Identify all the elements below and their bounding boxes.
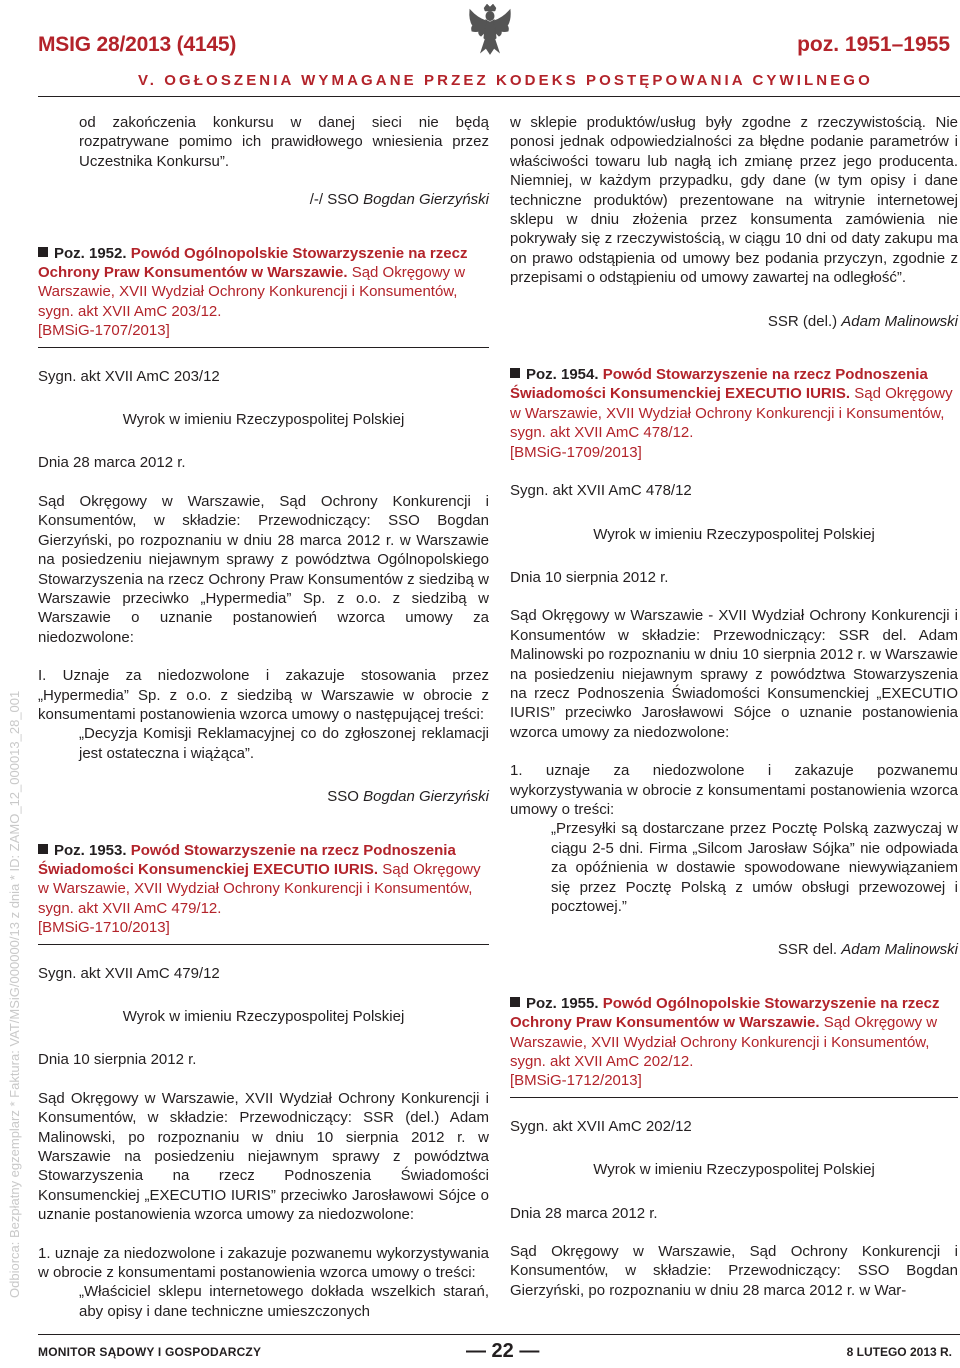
judgment-date: Dnia 10 sierpnia 2012 r. <box>38 1051 197 1069</box>
judgment-body: Sąd Okręgowy w Warszawie, XVII Wydział Ochrony Konkurencji i Konsumentów, w składzie: Przewodniczący: SSR (del.) Adam Malinowski, po rozpoznaniu w dniu 10 sierpnia 2012 r. w Warszawie na posiedzeniu niejawnym sprawy z powództwa Stowarzyszenia na rzecz Podnoszenia Świadomości Konsumenckiej „EXECUTIO IURIS” przeciwko Jarosławowi Sójce o uznanie postanowienia wzorca umowy za niedozwolone: <box>38 1089 489 1224</box>
signature-title: SSO <box>327 788 364 806</box>
signature <box>510 940 958 959</box>
case-signature: Sygn. akt XVII AmC 202/12 <box>510 1117 692 1135</box>
ruling-item: I. Uznaje za niedozwolone i zakazuje stosowania przez „Hypermedia” Sp. z o.o. z siedzibą w Warszawie w obrocie z konsumentami postanowienia wzorca umowy o następującej treści: <box>38 667 489 723</box>
clause-quote: „Przesyłki są dostarczane przez Pocztę Polską zazwyczaj w ciągu 2-5 dni. Firma „Silcom Jarosław Sójka” nie odpowiada za opóźnienia w dostawie spowodowane niewywiązaniem się przez Pocztę Polską z umów obsługi przewozowej i pocztowej.” <box>551 820 958 915</box>
judgment-body: Sąd Okręgowy w Warszawie, Sąd Ochrony Konkurencji i Konsumentów, w składzie: Przewodniczący: SSO Bogdan Gierzyński, po rozpoznaniu w dniu 28 marca 2012 r. w Warszawie na posiedzeniu niejawnym sprawy z powództwa Ogólnopolskiego Stowarzyszenia na rzecz Ochrony Praw Konsumentów z siedzibą w Warszawie przeciwko „Hypermedia” Sp. z o.o. z siedzibą w Warszawie o uznanie postanowień wzorca umowy za niedozwolone: <box>38 492 489 646</box>
poz-title: Powód Ogólnopolskie Stowarzyszenie na rzecz Ochrony Praw Konsumentów w Warszawie. <box>38 244 468 282</box>
poz-number: Poz. 1952. <box>54 244 127 262</box>
signature-title: SSR del. <box>777 941 842 959</box>
poz-ref: [BMSiG-1712/2013] <box>510 1072 642 1090</box>
signature-name: Adam Malinowski <box>841 312 958 330</box>
case-signature: Sygn. akt XVII AmC 203/12 <box>38 367 220 385</box>
signature <box>510 312 958 331</box>
ruling-item: 1. uznaje za niedozwolone i zakazuje pozwanemu wykorzystywania w obrocie z konsumentami postanowienia wzorca umowy o treści: <box>38 1244 489 1282</box>
square-bullet-icon <box>510 997 520 1007</box>
poz-court: Sąd Okręgowy w Warszawie, XVII Wydział Ochrony Konkurencji i Konsumentów, sygn. akt XVII AmC 202/12. <box>510 1014 938 1071</box>
poz-ref: [BMSiG-1709/2013] <box>510 443 642 461</box>
intro-paragraph: od zakończenia konkursu w danej sieci nie będą rozpatrywane pomimo ich prawidłowego wniesienia przez Uczestnika Konkursu”. <box>79 114 489 170</box>
issue-date: 8 LUTEGO 2013 R. <box>846 1345 952 1359</box>
clause-quote: „Właściciel sklepu internetowego dokłada wszelkich starań, aby opisy i dane techniczne umieszczonych <box>79 1283 489 1320</box>
signature-name: Bogdan Gierzyński <box>363 191 489 209</box>
signature-name: Bogdan Gierzyński <box>363 788 489 806</box>
poz-1954-heading <box>510 365 958 462</box>
case-signature: Sygn. akt XVII AmC 478/12 <box>510 482 692 500</box>
poz-title: Powód Stowarzyszenie na rzecz Podnoszenia Świadomości Konsumenckiej EXECUTIO IURIS. <box>38 841 456 878</box>
publication-name: MONITOR SĄDOWY I GOSPODARCZY <box>38 1345 262 1359</box>
header-rule <box>38 96 960 97</box>
square-bullet-icon <box>510 368 520 378</box>
poz-1955-heading <box>510 994 958 1098</box>
poz-court: Sąd Okręgowy w Warszawie, XVII Wydział Ochrony Konkurencji i Konsumentów, sygn. akt XVII AmC 478/12. <box>510 385 953 442</box>
signature-title: SSR (del.) <box>767 312 842 330</box>
left-column <box>38 113 489 1321</box>
signature <box>38 190 489 209</box>
section-title: V. OGŁOSZENIA WYMAGANE PRZEZ KODEKS POSTĘPOWANIA CYWILNEGO <box>138 72 873 89</box>
square-bullet-icon <box>38 844 48 854</box>
signature <box>38 787 489 806</box>
judgment-date: Dnia 28 marca 2012 r. <box>510 1204 658 1222</box>
poz-number: Poz. 1955. <box>526 994 599 1012</box>
judgment-date: Dnia 28 marca 2012 r. <box>38 454 186 472</box>
poz-1952-heading <box>38 244 489 348</box>
poz-title: Powód Ogólnopolskie Stowarzyszenie na rzecz Ochrony Praw Konsumentów w Warszawie. <box>510 994 940 1032</box>
poz-court: Sąd Okręgowy w Warszawie, XVII Wydział Ochrony Konkurencji i Konsumentów, sygn. akt XVII AmC 203/12. <box>38 264 466 320</box>
page-number: — 22 — <box>466 1340 540 1362</box>
judgment-date: Dnia 10 sierpnia 2012 r. <box>510 568 669 586</box>
judgment-heading: Wyrok w imieniu Rzeczypospolitej Polskiej <box>122 1008 405 1025</box>
footer-rule <box>38 1334 960 1335</box>
right-column <box>510 113 958 1300</box>
poz-number: Poz. 1953. <box>54 841 127 859</box>
judgment-heading: Wyrok w imieniu Rzeczypospolitej Polskiej <box>593 525 875 543</box>
judgment-heading: Wyrok w imieniu Rzeczypospolitej Polskiej <box>593 1161 875 1179</box>
case-signature: Sygn. akt XVII AmC 479/12 <box>38 964 220 982</box>
square-bullet-icon <box>38 247 48 257</box>
signature-title: /-/ SSO <box>309 191 364 209</box>
ruling-item: 1. uznaje za niedozwolone i zakazuje pozwanemu wykorzystywania w obrocie z konsumentami postanowienia wzorca umowy o treści: <box>510 762 958 818</box>
poz-ref: [BMSiG-1710/2013] <box>38 919 170 937</box>
poz-title: Powód Stowarzyszenie na rzecz Podnoszenia Świadomości Konsumenckiej EXECUTIO IURIS. <box>510 366 928 403</box>
poz-number: Poz. 1954. <box>526 366 599 384</box>
poz-court: Sąd Okręgowy w Warszawie, XVII Wydział Ochrony Konkurencji i Konsumentów, sygn. akt XVII AmC 479/12. <box>38 860 481 917</box>
recipient-watermark: Odbiorca: Bezpłatny egzemplarz * Faktura: VAT/MSiG/000000/13 z dnia * ID: ZAMO_12_000013_28_001 <box>7 690 22 1298</box>
judgment-body: Sąd Okręgowy w Warszawie, Sąd Ochrony Konkurencji i Konsumentów, w składzie: Przewodniczący: SSO Bogdan Gierzyński, po rozpoznaniu w dniu 28 marca 2012 r. w War- <box>510 1243 958 1299</box>
header-positions: poz. 1951–1955 <box>797 33 950 56</box>
poz-ref: [BMSiG-1707/2013] <box>38 322 170 340</box>
polish-eagle-emblem-icon <box>467 2 513 56</box>
judgment-heading: Wyrok w imieniu Rzeczypospolitej Polskiej <box>122 411 405 429</box>
poz-1953-heading <box>38 841 489 945</box>
clause-continuation: w sklepie produktów/usług były zgodne z rzeczywistością. Nie ponosi jednak odpowiedzialności za błędne podanie parametrów i właściwości towaru lub nagłą ich zmianę przez jego producenta. Niemniej, w każdym przypadku, gdy dane (w tym opisy i dane techniczne produktów) prezentowane na witrynie internetowej sklepu w dniu złożenia przez konsumenta zamówienia nie pokrywały się z rzeczywistością, w ciągu 10 dni od daty zakupu ma on prawo odstąpienia od umowy bez podania przyczyn, zgodnie z przepisami o odstąpieniu od umowy zawartej na odległość”. <box>510 114 958 287</box>
judgment-body: Sąd Okręgowy w Warszawie - XVII Wydział Ochrony Konkurencji i Konsumentów w składzie: Przewodniczący: SSR del. Adam Malinowski po rozpoznaniu w dniu 10 sierpnia 2012 r. w Warszawie na posiedzeniu niejawnym sprawy z powództwa Stowarzyszenia na rzecz Podnoszenia Świadomości Konsumenckiej „EXECUTIO IURIS” przeciwko Jarosławowi Sójce o uznanie postanowienia wzorca umowy za niedozwolone: <box>510 607 958 741</box>
journal-issue: MSIG 28/2013 (4145) <box>38 33 237 56</box>
signature-name: Adam Malinowski <box>841 941 958 959</box>
clause-quote: „Decyzja Komisji Reklamacyjnej co do zgłoszonej reklamacji jest ostateczna i wiążąca”. <box>79 725 489 762</box>
